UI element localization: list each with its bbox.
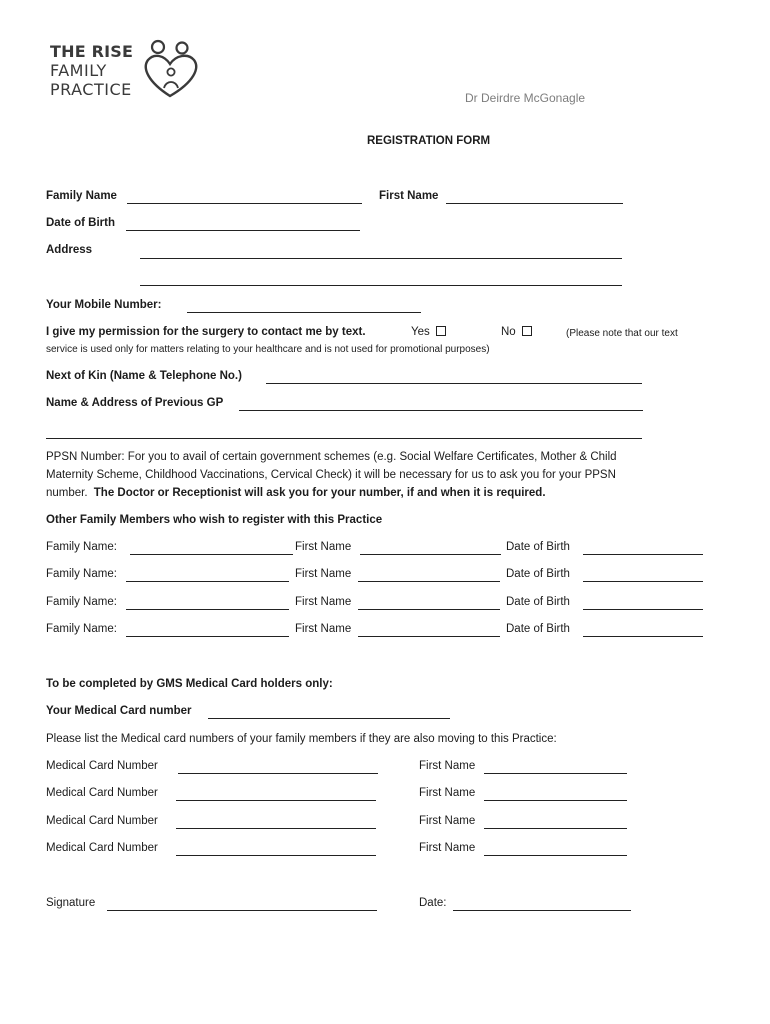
signature-field[interactable] <box>107 910 377 911</box>
member-first-name-field[interactable] <box>358 609 500 610</box>
text-note-part-2: service is used only for matters relating to your healthcare and is not used for promotional purposes) <box>46 344 490 355</box>
medical-card-number-label: Your Medical Card number <box>46 705 192 717</box>
logo-line-1: THE RISE <box>50 42 134 61</box>
member-medical-card-field[interactable] <box>176 800 376 801</box>
yes-checkbox[interactable] <box>436 326 446 336</box>
member-first-name-field[interactable] <box>358 581 500 582</box>
member-card-first-name-label: First Name <box>419 842 476 854</box>
address-label: Address <box>46 244 93 256</box>
previous-gp-field-line-2[interactable] <box>46 438 642 439</box>
family-members-heading: Other Family Members who wish to register with this Practice <box>46 514 383 526</box>
member-medical-card-field[interactable] <box>178 773 378 774</box>
member-first-name-label: First Name <box>295 623 352 635</box>
member-card-first-name-field[interactable] <box>484 800 627 801</box>
first-name-field[interactable] <box>446 203 623 204</box>
date-field[interactable] <box>453 910 631 911</box>
signature-label: Signature <box>46 897 96 909</box>
doctor-name: Dr Deirdre McGonagle <box>465 91 586 105</box>
medical-card-number-field[interactable] <box>208 718 450 719</box>
next-of-kin-field[interactable] <box>266 383 642 384</box>
member-family-name-field[interactable] <box>130 554 293 555</box>
member-card-first-name-label: First Name <box>419 787 476 799</box>
yes-option[interactable] <box>411 326 446 338</box>
member-card-first-name-field[interactable] <box>484 828 627 829</box>
member-dob-field[interactable] <box>583 581 703 582</box>
member-medical-card-label: Medical Card Number <box>46 760 158 772</box>
date-label: Date: <box>419 897 447 909</box>
member-dob-label: Date of Birth <box>506 623 570 635</box>
member-dob-label: Date of Birth <box>506 596 570 608</box>
dob-label: Date of Birth <box>46 217 115 229</box>
member-family-name-label: Family Name: <box>46 623 117 635</box>
next-of-kin-label: Next of Kin (Name & Telephone No.) <box>46 370 242 382</box>
member-family-name-field[interactable] <box>126 636 289 637</box>
yes-label: Yes <box>411 326 430 338</box>
member-medical-card-field[interactable] <box>176 855 376 856</box>
member-card-first-name-field[interactable] <box>484 855 627 856</box>
family-heart-logo-icon <box>140 38 202 102</box>
member-medical-card-field[interactable] <box>176 828 376 829</box>
gms-heading: To be completed by GMS Medical Card holders only: <box>46 678 333 690</box>
member-dob-field[interactable] <box>583 609 703 610</box>
address-field-line-2[interactable] <box>140 285 622 286</box>
member-family-name-field[interactable] <box>126 609 289 610</box>
member-first-name-label: First Name <box>295 541 352 553</box>
first-name-label: First Name <box>379 190 439 202</box>
ppsn-text-line-2: Maternity Scheme, Childhood Vaccinations, Cervical Check) it will be necessary for us to ask you for your PPSN <box>46 469 616 481</box>
text-note-part-1: (Please note that our text <box>566 328 678 339</box>
ppsn-text-line-3 <box>46 487 546 499</box>
member-medical-card-label: Medical Card Number <box>46 815 158 827</box>
member-dob-label: Date of Birth <box>506 568 570 580</box>
member-card-first-name-label: First Name <box>419 760 476 772</box>
text-permission-label: I give my permission for the surgery to contact me by text. <box>46 326 366 338</box>
member-medical-card-label: Medical Card Number <box>46 842 158 854</box>
no-checkbox[interactable] <box>522 326 532 336</box>
member-medical-card-label: Medical Card Number <box>46 787 158 799</box>
member-dob-label: Date of Birth <box>506 541 570 553</box>
previous-gp-label: Name & Address of Previous GP <box>46 397 224 409</box>
mobile-field[interactable] <box>187 312 421 313</box>
address-field-line-1[interactable] <box>140 258 622 259</box>
member-first-name-field[interactable] <box>358 636 500 637</box>
dob-field[interactable] <box>126 230 360 231</box>
member-family-name-label: Family Name: <box>46 568 117 580</box>
previous-gp-field[interactable] <box>239 410 643 411</box>
family-name-label: Family Name <box>46 190 117 202</box>
member-first-name-label: First Name <box>295 596 352 608</box>
ppsn-text-line-3a: number. <box>46 487 88 499</box>
logo-line-3: PRACTICE <box>50 80 132 99</box>
member-family-name-label: Family Name: <box>46 596 117 608</box>
member-family-name-label: Family Name: <box>46 541 117 553</box>
form-title: REGISTRATION FORM <box>367 135 491 147</box>
ppsn-text-line-1: PPSN Number: For you to avail of certain government schemes (e.g. Social Welfare Certificates, Mother & Child <box>46 451 617 463</box>
ppsn-text-line-3b: The Doctor or Receptionist will ask you for your number, if and when it is required. <box>93 487 546 499</box>
family-name-field[interactable] <box>127 203 362 204</box>
practice-logo-text <box>50 42 133 99</box>
mobile-label: Your Mobile Number: <box>46 299 162 311</box>
member-family-name-field[interactable] <box>126 581 289 582</box>
member-first-name-field[interactable] <box>360 554 501 555</box>
member-dob-field[interactable] <box>583 636 703 637</box>
member-card-first-name-field[interactable] <box>484 773 627 774</box>
member-card-first-name-label: First Name <box>419 815 476 827</box>
no-label: No <box>501 326 516 338</box>
member-dob-field[interactable] <box>583 554 703 555</box>
no-option[interactable] <box>501 326 532 338</box>
gms-instruction: Please list the Medical card numbers of your family members if they are also moving to this Practice: <box>46 733 557 745</box>
logo-line-2: FAMILY <box>50 61 107 80</box>
member-first-name-label: First Name <box>295 568 352 580</box>
